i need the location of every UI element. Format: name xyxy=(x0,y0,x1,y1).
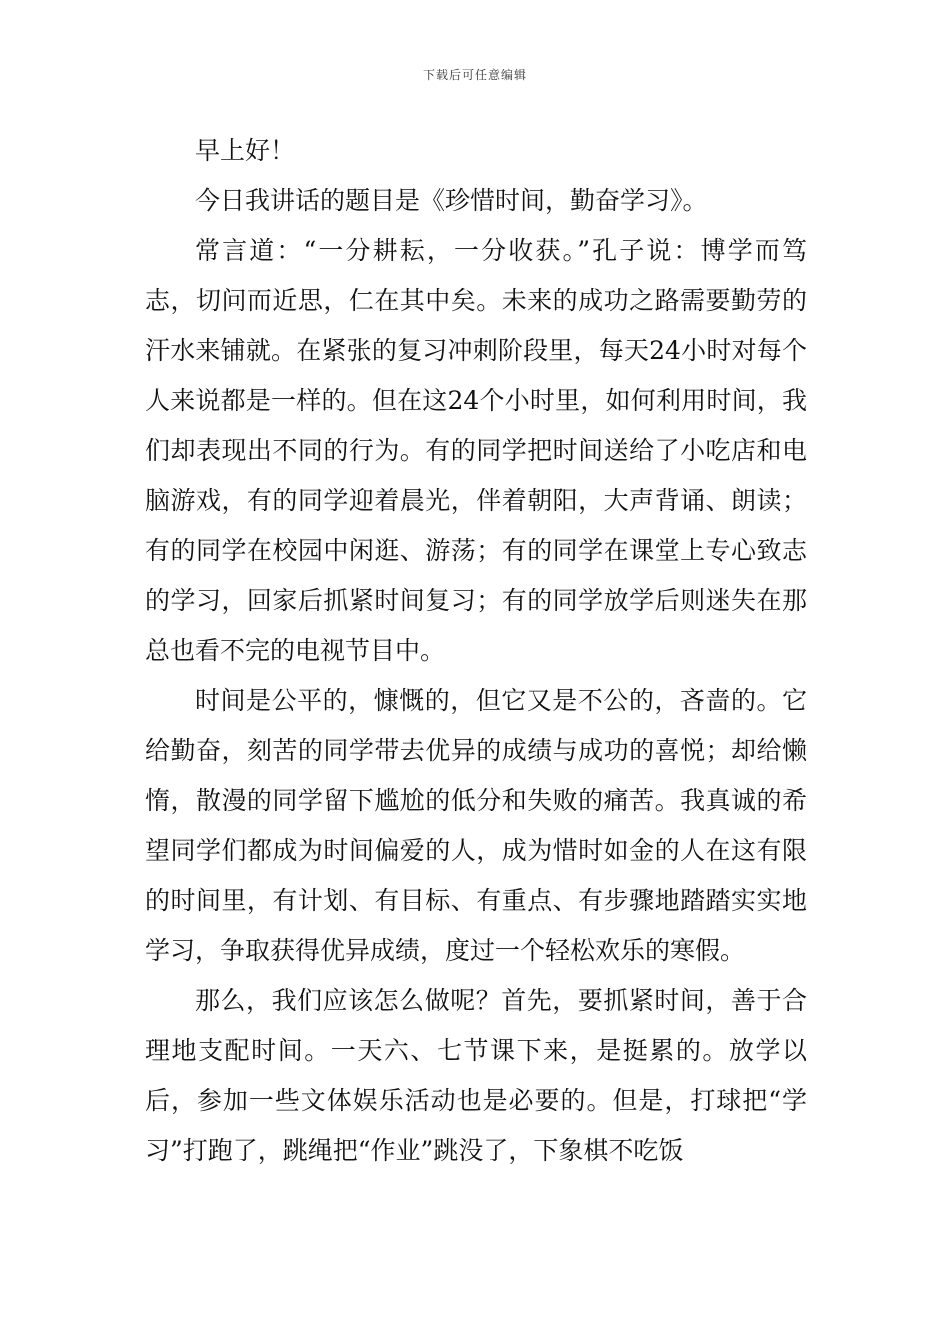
document-body xyxy=(145,126,807,1176)
paragraph-how-to: 那么，我们应该怎么做呢？首先，要抓紧时间，善于合理地支配时间。一天六、七节课下来，是挺累的。放学以后，参加一些文体娱乐活动也是必要的。但是，打球把“学习”打跑了，跳绳把“作业”跳没了，下象棋不吃饭 xyxy=(145,986,807,1165)
paragraph-topic: 今日我讲话的题目是《珍惜时间，勤奋学习》。 xyxy=(195,186,708,215)
paragraph-time-fairness: 时间是公平的，慷慨的，但它又是不公的，吝啬的。它给勤奋，刻苦的同学带去优异的成绩与成功的喜悦；却给懒惰，散漫的同学留下尴尬的低分和失败的痛苦。我真诚的希望同学们都成为时间偏爱的人，成为惜时如金的人在这有限的时间里，有计划、有目标、有重点、有步骤地踏踏实实地学习，争取获得优异成绩，度过一个轻松欢乐的寒假。 xyxy=(145,686,807,965)
paragraph-greeting: 早上好！ xyxy=(195,136,296,165)
paragraph-proverb: 常言道：“一分耕耘，一分收获。”孔子说：博学而笃志，切问而近思，仁在其中矣。未来的成功之路需要勤劳的汗水来铺就。在紧张的复习冲刺阶段里，每天24小时对每个人来说都是一样的。但在这24个小时里，如何利用时间，我们却表现出不同的行为。有的同学把时间送给了小吃店和电脑游戏，有的同学迎着晨光，伴着朝阳，大声背诵、朗读；有的同学在校园中闲逛、游荡；有的同学在课堂上专心致志的学习，回家后抓紧时间复习；有的同学放学后则迷失在那总也看不完的电视节目中。 xyxy=(145,236,807,665)
page-header-note: 下载后可任意编辑 xyxy=(422,68,527,82)
